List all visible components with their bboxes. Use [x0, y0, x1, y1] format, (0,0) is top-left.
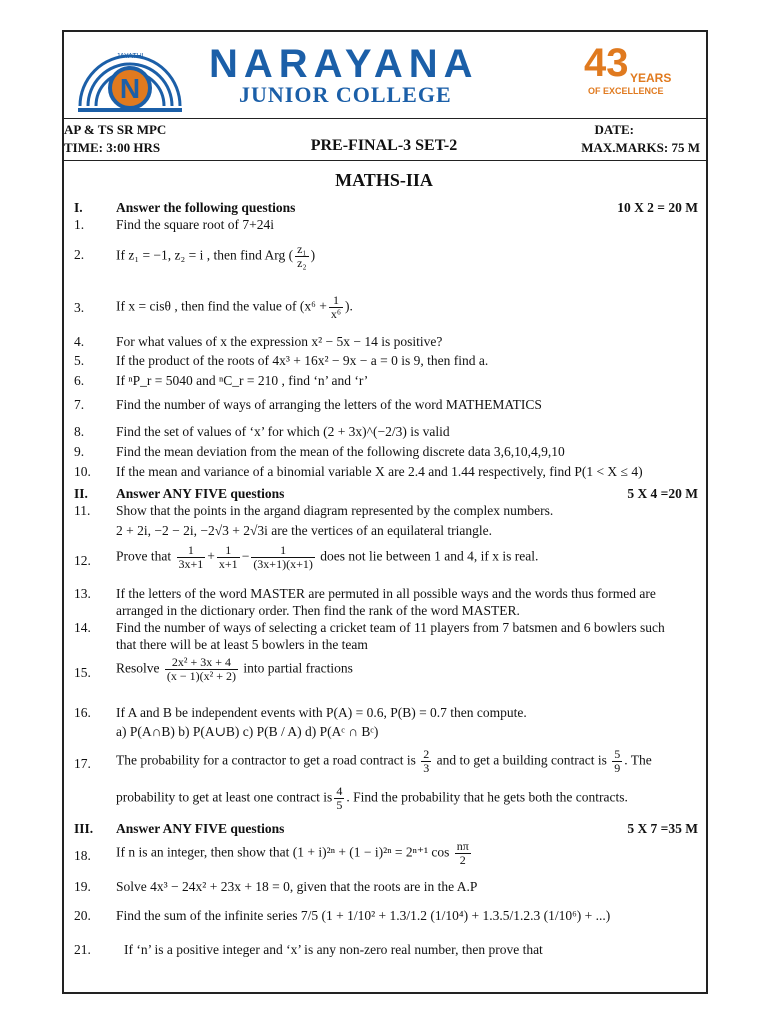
question-number: 14. — [74, 620, 91, 635]
question-text: Find the number of ways of arranging the letters of the word MATHEMATICS — [116, 397, 542, 412]
brand-name: NARAYANA — [209, 42, 479, 86]
years-word: YEARS — [630, 71, 672, 85]
time-label: TIME: 3:00 HRS — [64, 140, 161, 155]
section-marks: 10 X 2 = 20 M — [617, 200, 698, 215]
q2-lead: If z₁ = −1, z₂ = i , then find Arg — [116, 247, 286, 263]
years-subtitle: OF EXCELLENCE — [588, 86, 664, 96]
date-label: DATE: — [594, 122, 634, 137]
question-text: If x = cisθ , then find the value of (x⁶ + $\frac{1}{\text{x⁶}}$ ). — [116, 293, 353, 321]
question-text: If the mean and variance of a binomial variable X are 2.4 and 1.44 respectively, find P(1 < X ≤ 4) — [116, 464, 643, 479]
question-number: 2. — [74, 247, 85, 262]
section-marks: 5 X 7 =35 M — [627, 821, 698, 836]
logo-motto: JAYATHI — [116, 53, 144, 60]
question-text: Find the mean deviation from the mean of the following discrete data 3,6,10,4,9,10 — [116, 444, 565, 459]
question-number: 7. — [74, 397, 85, 412]
section-title: Answer the following questions — [116, 200, 296, 215]
question-number: 20. — [74, 908, 91, 923]
question-number: 5. — [74, 353, 85, 368]
question-text: Find the set of values of ‘x’ for which (2 + 3x)^(−2/3) is valid — [116, 424, 450, 439]
question-number: 1. — [74, 217, 85, 232]
question-text: If n is an integer, then show that (1 + i)²ⁿ + (1 − i)²ⁿ = 2ⁿ⁺¹ cos $\frac{n\pi}{2}$ — [116, 839, 469, 867]
question-text: If the letters of the word MASTER are permuted in all possible ways and the words thus formed are — [116, 586, 656, 601]
question-number: 6. — [74, 373, 85, 388]
divider — [62, 118, 708, 119]
series-expression: 7/5 (1 + 1/10² + 1.3/1.2 (1/10⁴) + 1.3.5/1.2.3 (1/10⁶) + ...) — [300, 908, 611, 923]
question-number: 18. — [74, 848, 91, 863]
question-text: Prove that $\frac{1}{3x+1}$ + $\frac{1}{x+1}$ − $\frac{1}{(3x+1)(x+1)}$ does not lie between 1 and 4, if x is real. — [116, 543, 539, 571]
question-text: If ⁿP_r = 5040 and ⁿC_r = 210 , find ‘n’ and ‘r’ — [116, 373, 369, 388]
divider — [62, 160, 708, 161]
question-text: Resolve $\frac{\text{2x² + 3x + 4}}{\text{(x − 1)(x² + 2)}}$ into partial fractions — [116, 655, 353, 683]
question-text: arranged in the dictionary order. Then find the rank of the word MASTER. — [116, 603, 520, 618]
years-number: 43 — [584, 41, 629, 85]
question-text: For what values of x the expression x² − 5x − 14 is positive? — [116, 334, 443, 349]
exam-title: PRE-FINAL-3 SET-2 — [310, 137, 458, 154]
question-number: 11. — [74, 503, 91, 518]
logo-letter: N — [119, 73, 141, 104]
section-number: II. — [74, 486, 88, 501]
subject-title: MATHS-IIA — [335, 170, 433, 190]
question-text: The probability for a contractor to get a road contract is $\frac{2}{3}$ and to get a building contract is $\frac{5}{9}$ . The — [116, 747, 652, 775]
section-title: Answer ANY FIVE questions — [116, 821, 285, 836]
question-text: Find the number of ways of selecting a cricket team of 11 players from 7 batsmen and 6 bowlers such — [116, 620, 665, 635]
question-text: Find the sum of the infinite series 7/5 (1 + 1/10² + 1.3/1.2 (1/10⁴) + 1.3.5/1.2.3 (1/10⁶) + ...) — [116, 908, 611, 923]
question-text: If z₁ = −1, z₂ = i , then find Arg ( $\frac{\text{z₁}}{\text{z₂}}$ ) — [116, 242, 316, 270]
question-text: Show that the points in the argand diagram represented by the complex numbers. — [116, 503, 554, 518]
question-number: 13. — [74, 586, 91, 601]
question-number: 8. — [74, 424, 85, 439]
question-number: 17. — [74, 756, 91, 771]
question-text: 2 + 2i, −2 − 2i, −2√3 + 2√3i are the vertices of an equilateral triangle. — [116, 523, 493, 538]
question-number: 9. — [74, 444, 85, 459]
question-text: Find the square root of 7+24i — [116, 217, 274, 232]
section-title: Answer ANY FIVE questions — [116, 486, 285, 501]
q2-fraction: $\frac{\text{z₁}}{\text{z₂}}$ — [297, 242, 307, 270]
narayana-logo — [70, 46, 190, 118]
question-number: 12. — [74, 553, 91, 568]
question-text: probability to get at least one contract is $\frac{4}{5}$ . Find the probability that he gets both the contracts. — [116, 784, 628, 812]
section-number: III. — [74, 821, 94, 836]
stream-label: AP & TS SR MPC — [64, 122, 167, 137]
question-number: 19. — [74, 879, 91, 894]
question-text: that there will be at least 5 bowlers in the team — [116, 637, 368, 652]
question-number: 16. — [74, 705, 91, 720]
question-number: 21. — [74, 942, 91, 957]
question-number: 15. — [74, 665, 91, 680]
question-number: 4. — [74, 334, 85, 349]
question-text: If A and B be independent events with P(A) = 0.6, P(B) = 0.7 then compute. — [116, 705, 527, 720]
question-text: a) P(A∩B) b) P(A∪B) c) P(B / A) d) P(Aᶜ ∩ Bᶜ) — [116, 724, 379, 739]
college-name: JUNIOR COLLEGE — [239, 82, 452, 107]
question-text: Solve 4x³ − 24x² + 23x + 18 = 0, given that the roots are in the A.P — [116, 879, 478, 894]
question-number: 3. — [74, 300, 85, 315]
years-badge — [584, 36, 694, 106]
question-text: If ‘n’ is a positive integer and ‘x’ is any non-zero real number, then prove that — [124, 942, 543, 957]
question-number: 10. — [74, 464, 91, 479]
section-marks: 5 X 4 =20 M — [627, 486, 698, 501]
q3-fraction: $\frac{1}{\text{x⁶}}$ — [330, 293, 342, 321]
header — [64, 32, 706, 118]
max-marks: MAX.MARKS: 75 M — [581, 140, 700, 155]
question-text: If the product of the roots of 4x³ + 16x² − 9x − a = 0 is 9, then find a. — [116, 353, 489, 368]
section-number: I. — [74, 200, 83, 215]
